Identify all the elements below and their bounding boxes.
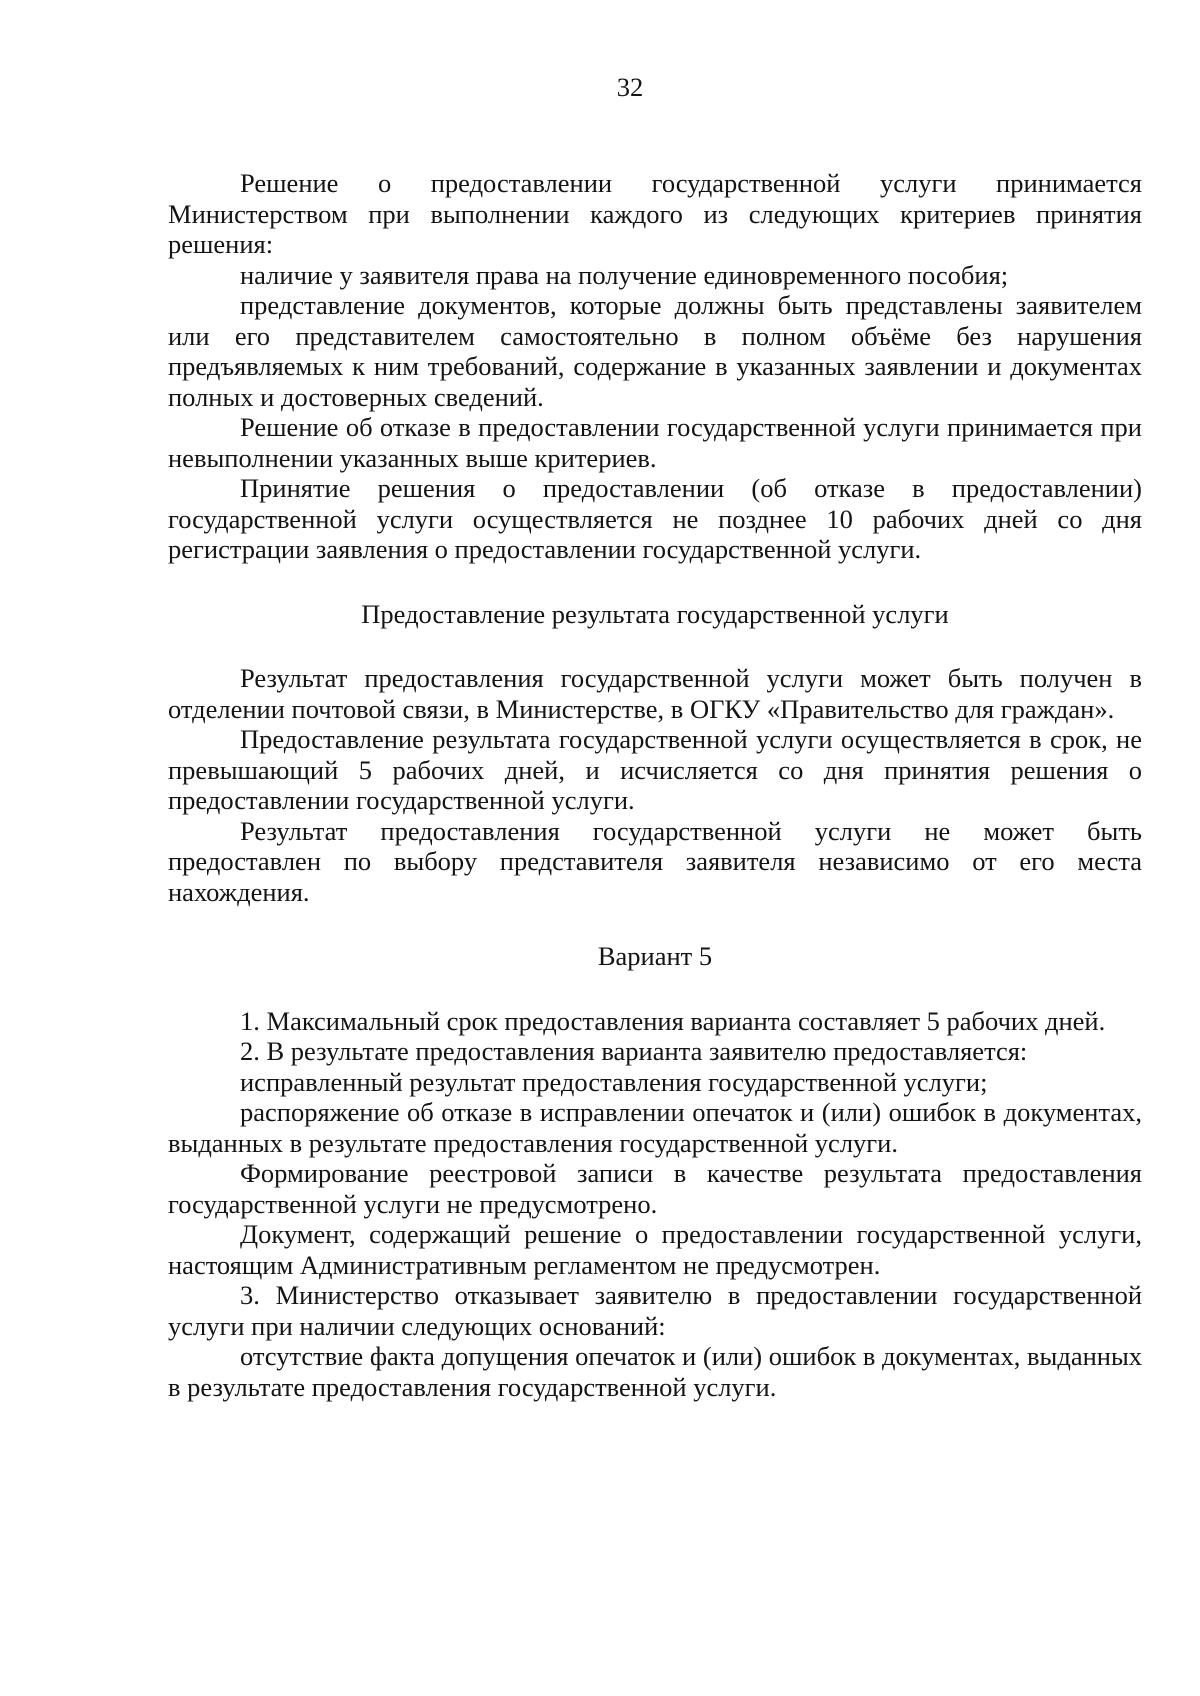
paragraph: распоряжение об отказе в исправлении опечаток и (или) ошибок в документах, выданных в результате предоставления государственной услуги. — [168, 1097, 1142, 1158]
paragraph: Результат предоставления государственной услуги может быть получен в отделении почтовой связи, в Министерстве, в ОГКУ «Правительство для граждан». — [168, 663, 1142, 724]
paragraph: Формирование реестровой записи в качестве результата предоставления государственной услуги не предусмотрено. — [168, 1158, 1142, 1219]
paragraph: представление документов, которые должны быть представлены заявителем или его представителем самостоятельно в полном объёме без нарушения предъявляемых к ним требований, содержание в указанных заявлении и документах полных и достоверных сведений. — [168, 290, 1142, 412]
section-heading: Предоставление результата государственной услуги — [361, 598, 949, 629]
paragraph: Предоставление результата государственной услуги осуществляется в срок, не превышающий 5 рабочих дней, и исчисляется со дня принятия решения о предоставлении государственной услуги. — [168, 724, 1142, 815]
document-body — [168, 168, 1142, 1402]
section-body — [168, 663, 1142, 907]
paragraph: Принятие решения о предоставлении (об отказе в предоставлении) государственной услуги осуществляется не позднее 10 рабочих дней со дня регистрации заявления о предоставлении государственной услуги. — [168, 473, 1142, 564]
section-heading: Вариант 5 — [597, 941, 713, 971]
paragraph: исправленный результат предоставления государственной услуги; — [240, 1066, 988, 1097]
paragraph: отсутствие факта допущения опечаток и (или) ошибок в документах, выданных в результате предоставления государственной услуги. — [168, 1341, 1142, 1402]
paragraph: Результат предоставления государственной услуги не может быть предоставлен по выбору представителя заявителя независимо от его места нахождения. — [168, 815, 1142, 907]
paragraph: 3. Министерство отказывает заявителю в предоставлении государственной услуги при наличии следующих оснований: — [168, 1280, 1142, 1341]
page-number: 32 — [616, 72, 644, 102]
paragraph: 2. В результате предоставления варианта заявителю предоставляется: — [240, 1036, 1028, 1066]
paragraph: наличие у заявителя права на получение единовременного пособия; — [240, 259, 1009, 290]
section-body — [168, 1006, 1142, 1403]
paragraph: Решение об отказе в предоставлении государственной услуги принимается при невыполнении указанных выше критериев. — [168, 412, 1142, 473]
paragraph: Решение о предоставлении государственной услуги принимается Министерством при выполнении каждого из следующих критериев принятия решения: — [168, 168, 1142, 259]
paragraph: 1. Максимальный срок предоставления варианта составляет 5 рабочих дней. — [240, 1005, 1106, 1036]
paragraph: Документ, содержащий решение о предоставлении государственной услуги, настоящим Административным регламентом не предусмотрен. — [168, 1219, 1142, 1280]
